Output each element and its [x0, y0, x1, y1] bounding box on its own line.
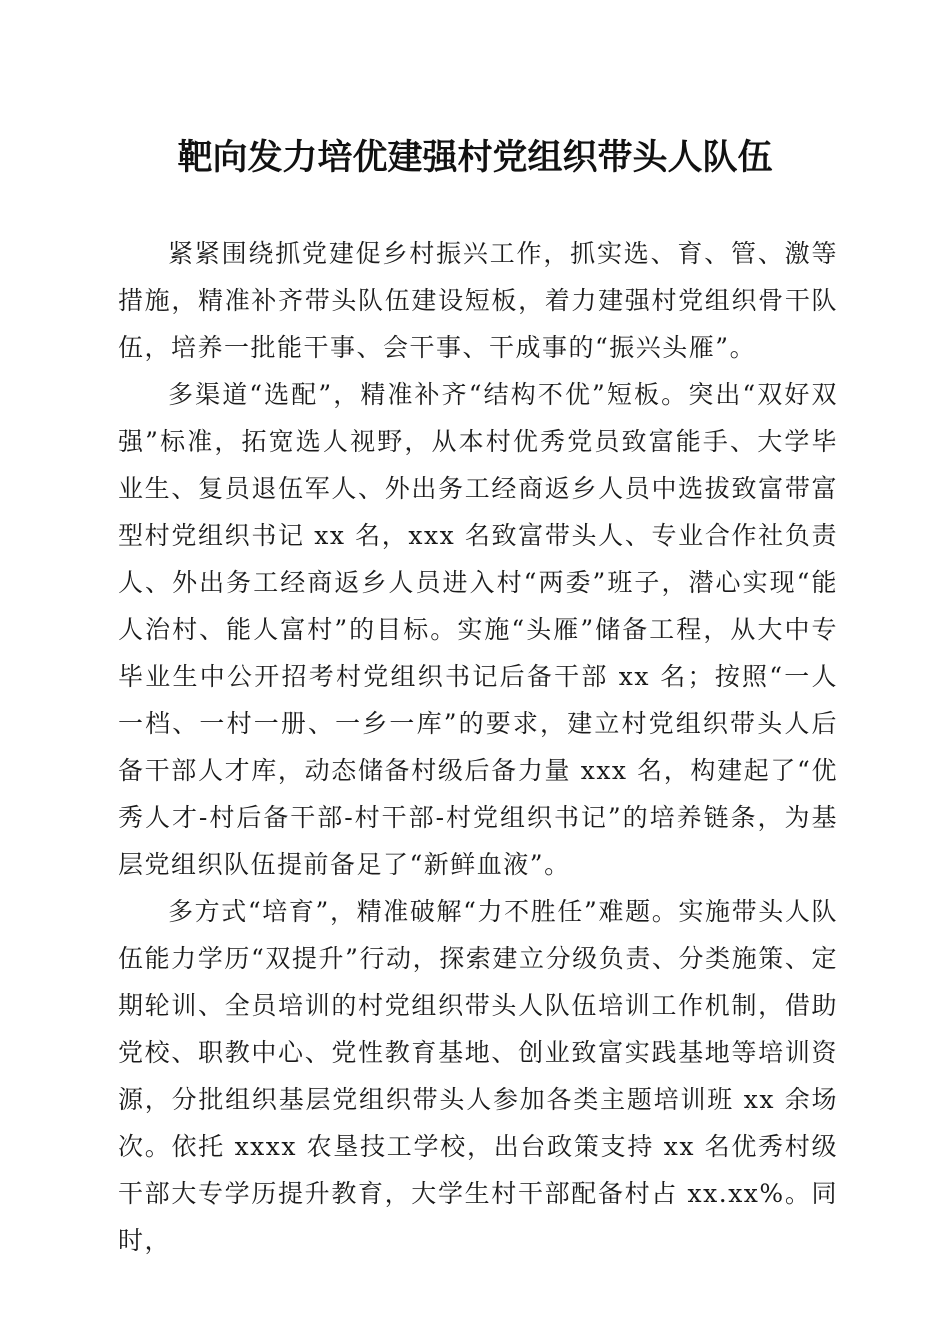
document-title: 靶向发力培优建强村党组织带头人队伍 — [177, 137, 773, 178]
paragraph-intro: 紧紧围绕抓党建促乡村振兴工作，抓实选、育、管、激等措施，精准补齐带头队伍建设短板，着力建强村党组织骨干队伍，培养一批能干事、会干事、干成事的“振兴头雁”。 — [118, 239, 838, 362]
paragraph-selection: 多渠道“选配”，精准补齐“结构不优”短板。突出“双好双强”标准，拓宽选人视野，从本村优秀党员致富能手、大学毕业生、复员退伍军人、外出务工经商返乡人员中选拔致富带富型村党组织书记 xx 名，xxx 名致富带头人、专业合作社负责人、外出务工经商返乡人员进入村“两委”班子，潜心实现“能人治村、能人富村”的目标。实施“头雁”储备工程，从大中专毕业生中公开招考村党组织书记后备干部 xx 名；按照“一人一档、一村一册、一乡一库”的要求，建立村党组织带头人后备干部人才库，动态储备村级后备力量 xxx 名，构建起了“优秀人才-村后备干部-村干部-村党组织书记”的培养链条，为基层党组织队伍提前备足了“新鲜血液”。 — [118, 380, 838, 879]
document-body — [118, 230, 838, 1264]
paragraph-training: 多方式“培育”，精准破解“力不胜任”难题。实施带头人队伍能力学历“双提升”行动，探索建立分级负责、分类施策、定期轮训、全员培训的村党组织带头人队伍培训工作机制，借助党校、职教中心、党性教育基地、创业致富实践基地等培训资源，分批组织基层党组织带头人参加各类主题培训班 xx 余场次。依托 xxxx 农垦技工学校，出台政策支持 xx 名优秀村级干部大专学历提升教育，大学生村干部配备村占 xx.xx%。同时， — [118, 897, 838, 1255]
